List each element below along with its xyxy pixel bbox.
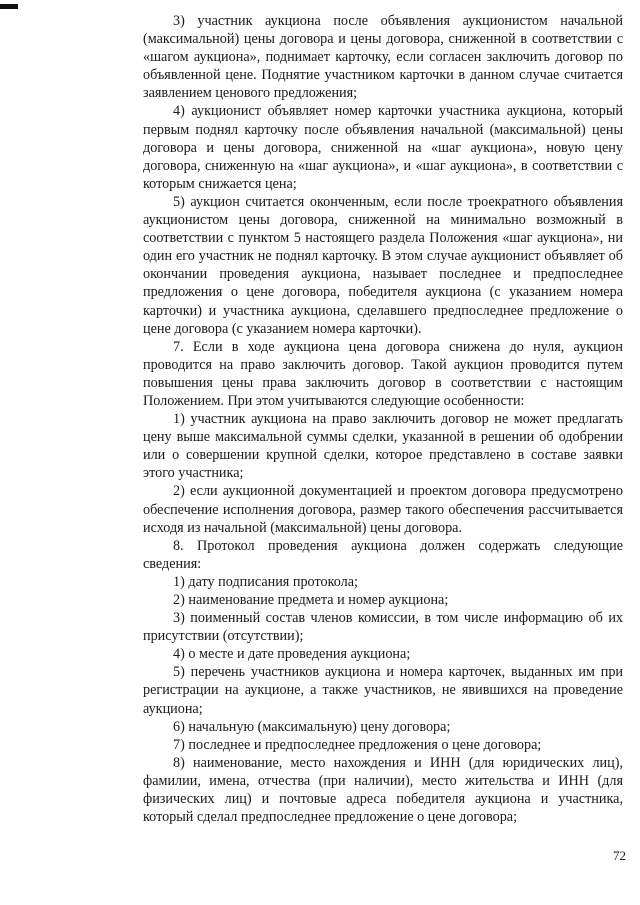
paragraph-8-item-6: 6) начальную (максимальную) цену договора; xyxy=(173,718,451,735)
paragraph-8-item-1: 1) дату подписания протокола; xyxy=(173,573,358,590)
paragraph-bidding-card-raise: 3) участник аукциона после объявления аукционистом начальной (максимальной) цены договора и цены договора, сниженной в соответствии с «шагом аукциона», поднимает карточку, если согласен заключить договор по объявленной цене. Поднятие участником карточки в данном случае считается заявлением ценового предложения; xyxy=(143,13,623,102)
paragraph-auctioneer-announces: 4) аукционист объявляет номер карточки участника аукциона, который первым поднял карточку после объявления начальной (максимальной) цены договора и цены договора, сниженной на «шаг аукциона», новую цену договора, сниженную на «шаг аукциона», и «шаг аукциона», в соответствии с которым снижается цена; xyxy=(143,103,623,192)
scan-corner-mark xyxy=(0,4,18,9)
document-page xyxy=(143,12,623,826)
page-number: 72 xyxy=(613,848,626,863)
paragraph-auction-end: 5) аукцион считается оконченным, если после троекратного объявления аукционистом цены договора, сниженной на минимально возможный в соответствии с пунктом 5 настоящего раздела Положения «шаг аукциона», ни один его участник не поднял карточку. В этом случае аукционист объявляет об окончании проведения аукциона, называет последнее и предпоследнее предложения о цене договора, победителя аукциона (с указанием номера карточки) и участника аукциона, сделавшего предпоследнее предложение о цене договора (с указанием номера карточки). xyxy=(143,193,623,337)
paragraph-8-item-3: 3) поименный состав членов комиссии, в том числе информацию об их присутствии (отсутствии); xyxy=(143,610,623,645)
paragraph-section-8: 8. Протокол проведения аукциона должен содержать следующие сведения: xyxy=(143,537,623,572)
paragraph-7-item-1: 1) участник аукциона на право заключить договор не может предлагать цену выше максимальной суммы сделки, указанной в решении об одобрении или о совершении крупной сделки, которое представлено в составе заявки этого участника; xyxy=(143,411,623,482)
paragraph-8-item-4: 4) о месте и дате проведения аукциона; xyxy=(173,646,411,663)
paragraph-8-item-7: 7) последнее и предпоследнее предложения о цене договора; xyxy=(173,736,542,753)
paragraph-8-item-2: 2) наименование предмета и номер аукциона; xyxy=(173,592,449,608)
paragraph-8-item-5: 5) перечень участников аукциона и номера карточек, выданных им при регистрации на аукционе, а также участников, не явившихся на проведение аукциона; xyxy=(143,664,623,717)
paragraph-section-7: 7. Если в ходе аукциона цена договора снижена до нуля, аукцион проводится на право заключить договор. Такой аукцион проводится путем повышения цены права заключить договор в соответствии с настоящим Положением. При этом учитываются следующие особенности: xyxy=(143,338,623,409)
paragraph-7-item-2: 2) если аукционной документацией и проектом договора предусмотрено обеспечение исполнения договора, размер такого обеспечения рассчитывается исходя из начальной (максимальной) цены договора. xyxy=(143,483,623,536)
paragraph-8-item-8: 8) наименование, место нахождения и ИНН (для юридических лиц), фамилии, имена, отчества (при наличии), место жительства и ИНН (для физических лиц) и почтовые адреса победителя аукциона и участника, который сделал предпоследнее предложение о цене договора; xyxy=(143,754,623,826)
